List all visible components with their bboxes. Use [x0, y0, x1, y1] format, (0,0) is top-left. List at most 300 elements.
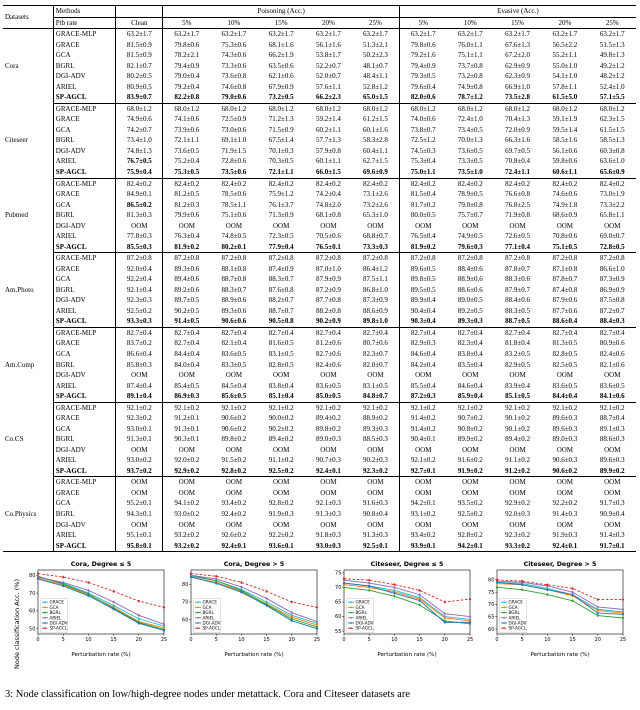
acc-cell: OOM: [225, 478, 243, 487]
acc-cell: OOM: [163, 221, 210, 232]
acc-cell: 89.4±0.6: [163, 274, 210, 285]
acc-cell: 87.2±0.8: [599, 254, 625, 263]
acc-cell: 73.0±1.9: [599, 190, 625, 199]
acc-cell: 72.6±0.5: [505, 232, 530, 241]
legend-label: BGRL: [508, 610, 520, 616]
acc-cell: 62.7±1.5: [363, 157, 388, 166]
acc-cell: 73.6±0.5: [457, 146, 483, 155]
acc-cell: 70.5±0.6: [316, 232, 341, 241]
acc-cell: 87.2±0.8: [505, 254, 530, 263]
data-point: [469, 621, 471, 623]
acc-cell: 83.7±0.2: [116, 338, 163, 349]
data-point: [597, 599, 599, 601]
acc-cell: 73.9±0.6: [163, 125, 210, 136]
acc-cell: OOM: [509, 221, 526, 230]
method-label: DGI-ADV: [53, 370, 115, 381]
acc-cell: 92.3±0.2: [352, 466, 399, 477]
x-axis-label: Perturbation rate (%): [530, 652, 590, 659]
acc-cell: OOM: [163, 370, 210, 381]
method-label: ARIEL: [53, 156, 115, 167]
acc-cell: 92.4±0.1: [210, 541, 257, 552]
acc-cell: OOM: [604, 478, 621, 487]
table-row: [3, 541, 636, 552]
acc-cell: 90.8±0.4: [363, 509, 388, 518]
table-row: [3, 381, 636, 392]
acc-cell: 83.3±0.5: [221, 360, 247, 369]
acc-cell: 79.0±0.6: [210, 92, 257, 103]
acc-cell: 93.5±0.2: [457, 499, 483, 508]
data-point: [62, 576, 64, 578]
acc-cell: 92.1±0.2: [399, 455, 446, 466]
legend-label: BGRL: [355, 610, 367, 616]
data-point: [419, 600, 421, 602]
acc-cell: 82.4±0.2: [363, 179, 388, 188]
acc-cell: 87.1±0.8: [552, 264, 578, 273]
y-tick-label: 80: [29, 573, 36, 580]
acc-cell: 77.9±0.4: [258, 242, 305, 253]
acc-cell: 83.2±0.5: [505, 350, 530, 358]
acc-cell: 73.5±0.6: [210, 167, 257, 178]
acc-cell: 91.3±0.3: [363, 531, 388, 540]
col-header-ptb-rate: Ptb rate: [53, 17, 115, 29]
acc-cell: 74.9±1.8: [552, 200, 578, 209]
method-label: ARIEL: [53, 455, 115, 466]
acc-cell: 85.9±0.4: [447, 391, 494, 402]
acc-cell: 75.1±1.1: [457, 51, 483, 60]
data-point: [546, 589, 548, 591]
method-label: BGRL: [53, 434, 115, 445]
table-row: [3, 178, 636, 189]
acc-cell: OOM: [116, 370, 163, 381]
acc-cell: 69.7±0.5: [505, 146, 530, 155]
acc-cell: 74.9±0.6: [116, 114, 163, 125]
acc-cell: 81.3±0.5: [552, 339, 578, 348]
acc-cell: OOM: [320, 478, 337, 487]
acc-cell: 72.5±0.9: [221, 115, 247, 124]
legend-marker: [503, 601, 505, 603]
acc-cell: 74.9±0.5: [457, 232, 483, 241]
legend-marker: [503, 612, 505, 614]
acc-cell: 86.8±1.0: [363, 285, 388, 294]
acc-cell: 87.2±0.8: [163, 253, 210, 264]
acc-cell: 52.0±0.7: [316, 72, 341, 81]
acc-cell: OOM: [509, 478, 526, 487]
acc-cell: 80.7±0.6: [363, 339, 388, 348]
data-point: [496, 579, 498, 581]
chart-title: Citeseer, Degree > 5: [523, 561, 597, 569]
legend-marker: [197, 617, 199, 619]
data-point: [469, 598, 471, 600]
table-row: [3, 306, 636, 317]
legend-label: ARIEL: [49, 615, 62, 621]
acc-cell: 89.1±0.4: [116, 391, 163, 402]
acc-cell: 91.4±0.2: [399, 413, 446, 424]
x-tick-label: 20: [594, 637, 601, 644]
method-label: GCA: [53, 349, 115, 360]
data-point: [546, 594, 548, 596]
acc-cell: 79.2±0.4: [163, 82, 210, 93]
x-tick-label: 5: [214, 637, 218, 644]
table-row: [3, 103, 636, 114]
col-header-methods: Methods: [53, 6, 115, 18]
acc-cell: 93.0±0.3: [305, 541, 352, 552]
acc-cell: 70.1±0.3: [268, 146, 294, 155]
line-chart: [21, 559, 168, 658]
acc-cell: 65.6±0.9: [589, 167, 637, 178]
acc-cell: 75.1±0.6: [221, 211, 247, 220]
acc-cell: 91.8±0.3: [316, 531, 341, 540]
dataset-label: Am.Comp: [5, 360, 35, 369]
acc-cell: 87.8±0.7: [505, 264, 530, 273]
acc-cell: 89.5±0.5: [399, 285, 446, 296]
data-point: [343, 582, 345, 584]
acc-cell: 89.6±0.5: [399, 264, 446, 275]
acc-cell: 73.7±0.8: [457, 61, 483, 70]
acc-cell: 60.2±1.1: [316, 125, 341, 134]
data-point: [546, 584, 548, 586]
degree-figure: [13, 559, 637, 669]
acc-cell: 92.1±0.2: [268, 403, 294, 412]
y-tick-label: 60: [335, 614, 342, 621]
acc-cell: OOM: [320, 445, 337, 454]
table-row: [3, 167, 636, 178]
acc-cell: 91.2±0.2: [494, 466, 541, 477]
acc-cell: 92.5±0.2: [116, 306, 163, 317]
method-label: BGRL: [53, 509, 115, 520]
table-row: [3, 370, 636, 381]
acc-cell: 57.7±1.3: [316, 136, 341, 145]
x-tick-label: 10: [85, 637, 92, 644]
acc-cell: 93.0±0.2: [116, 455, 163, 466]
acc-cell: 65.3±1.0: [363, 211, 388, 220]
acc-cell: 82.4±0.6: [316, 360, 341, 369]
data-point: [521, 589, 523, 591]
legend-marker: [503, 627, 505, 629]
acc-cell: 92.9±0.2: [163, 466, 210, 477]
col-header-rate: 15%: [258, 17, 305, 29]
acc-cell: 68.6±0.9: [552, 211, 578, 220]
x-tick-label: 15: [569, 637, 576, 644]
acc-cell: 90.3±0.4: [399, 316, 446, 327]
acc-cell: 81.5±0.9: [116, 40, 163, 51]
acc-cell: 92.3±0.2: [505, 531, 530, 540]
acc-cell: 63.2±1.7: [163, 29, 210, 40]
acc-cell: 81.8±0.4: [505, 339, 530, 348]
acc-cell: 71.2±1.3: [268, 115, 294, 124]
data-point: [215, 582, 217, 584]
acc-cell: OOM: [116, 477, 163, 488]
acc-cell: OOM: [604, 520, 621, 529]
x-tick-label: 10: [238, 637, 245, 644]
method-label: GRACE: [53, 338, 115, 349]
acc-cell: 89.1±0.3: [599, 424, 625, 433]
acc-cell: 87.3±0.9: [363, 296, 388, 305]
data-point: [444, 601, 446, 603]
acc-cell: 93.7±0.2: [116, 466, 163, 477]
acc-cell: 92.1±0.2: [505, 403, 530, 412]
data-point: [163, 629, 165, 631]
acc-cell: 75.3±0.4: [399, 156, 446, 167]
acc-cell: 85.0±0.5: [305, 391, 352, 402]
acc-cell: 82.4±0.2: [552, 179, 578, 188]
y-tick-label: 75: [335, 570, 342, 577]
acc-cell: 87.2±0.8: [316, 254, 341, 263]
acc-cell: 75.7±0.7: [457, 211, 483, 220]
acc-cell: OOM: [556, 520, 574, 529]
acc-cell: 62.9±0.9: [505, 61, 530, 70]
data-point: [393, 586, 395, 588]
acc-cell: 48.1±0.7: [363, 61, 388, 70]
acc-cell: 56.5±2.2: [552, 40, 578, 49]
acc-cell: 92.3±0.2: [116, 413, 163, 424]
legend-label: DGI-ADV: [202, 620, 221, 626]
data-point: [291, 612, 293, 614]
table-row: [3, 274, 636, 285]
acc-cell: 90.9±0.4: [599, 509, 625, 518]
data-point: [113, 590, 115, 592]
acc-cell: 79.6±0.4: [399, 82, 446, 93]
acc-cell: 68.0±1.2: [316, 104, 341, 113]
table-row: [3, 520, 636, 531]
method-label: GRACE-MLP: [53, 327, 115, 338]
method-label: GRACE-MLP: [53, 178, 115, 189]
acc-cell: OOM: [399, 488, 446, 499]
chart-title: Citeseer, Degree ≤ 5: [370, 561, 444, 569]
acc-cell: 61.5±1.5: [599, 125, 625, 134]
table-row: [3, 445, 636, 456]
acc-cell: 89.2±0.6: [163, 285, 210, 296]
acc-cell: 66.2±1.9: [268, 51, 294, 60]
acc-cell: 90.2±0.2: [268, 424, 294, 433]
data-point: [419, 604, 421, 606]
table-row: [3, 530, 636, 541]
acc-cell: 72.8±0.6: [221, 157, 247, 166]
acc-cell: 90.4±0.4: [399, 306, 446, 317]
acc-cell: 91.9±0.3: [268, 509, 294, 518]
acc-cell: 73.5±1.0: [447, 167, 494, 178]
data-point: [62, 585, 64, 587]
acc-cell: 91.1±0.2: [505, 456, 530, 465]
acc-cell: 82.7±0.4: [116, 327, 163, 338]
acc-cell: 69.0±0.7: [599, 232, 625, 241]
acc-cell: OOM: [462, 520, 479, 529]
acc-cell: 85.4±0.5: [163, 381, 210, 392]
table-row: [3, 477, 636, 488]
acc-cell: 82.1±0.6: [599, 360, 625, 369]
acc-cell: 89.3±0.3: [447, 316, 494, 327]
acc-cell: 90.3±0.1: [163, 434, 210, 445]
acc-cell: 79.0±0.8: [457, 200, 483, 209]
acc-cell: OOM: [604, 221, 621, 230]
acc-cell: 89.4±0.2: [316, 414, 341, 423]
acc-cell: 65.8±1.1: [599, 211, 625, 220]
method-label: GRACE-MLP: [53, 103, 115, 114]
col-header-rate: 5%: [163, 17, 210, 29]
data-point: [521, 580, 523, 582]
acc-cell: 89.0±0.3: [552, 435, 578, 444]
charts-row: [21, 559, 627, 669]
acc-cell: 88.6±0.6: [457, 285, 483, 294]
acc-cell: 63.6±1.0: [599, 157, 625, 166]
legend-label: GRACE: [49, 599, 64, 605]
acc-cell: 90.2±0.5: [163, 306, 210, 317]
acc-cell: 92.1±0.2: [552, 403, 578, 412]
method-label: GCA: [53, 200, 115, 211]
line-chart: [327, 559, 474, 658]
acc-cell: 83.6±0.5: [221, 350, 247, 358]
acc-cell: 90.6±0.2: [221, 424, 247, 433]
acc-cell: OOM: [556, 478, 574, 487]
acc-cell: 81.6±0.5: [268, 339, 294, 348]
acc-cell: 90.1±0.2: [505, 424, 530, 433]
acc-cell: 82.0±0.7: [363, 360, 388, 369]
acc-cell: 93.4±0.2: [399, 530, 446, 541]
acc-cell: 72.4±1.1: [494, 167, 541, 178]
acc-cell: 63.2±1.7: [399, 29, 446, 40]
data-point: [113, 601, 115, 603]
acc-cell: 85.1±0.5: [494, 391, 541, 402]
acc-cell: 82.8±0.5: [268, 360, 294, 369]
acc-cell: 82.4±0.2: [221, 179, 247, 188]
acc-cell: 89.6±0.3: [552, 414, 578, 423]
acc-cell: 62.3±1.5: [599, 115, 625, 124]
acc-cell: OOM: [462, 445, 479, 454]
acc-cell: 63.5±0.6: [268, 61, 294, 70]
x-tick-label: 0: [36, 637, 40, 644]
acc-cell: 69.1±1.0: [221, 136, 247, 145]
acc-cell: 92.5±0.1: [352, 541, 399, 552]
acc-cell: 84.1±0.6: [589, 391, 637, 402]
method-label: SP-AGCL: [53, 92, 115, 103]
acc-cell: 81.3±0.3: [116, 210, 163, 221]
acc-cell: OOM: [163, 520, 210, 531]
x-tick-label: 10: [391, 637, 398, 644]
acc-cell: 82.3±0.4: [457, 339, 483, 348]
acc-cell: 85.8±0.3: [116, 360, 163, 371]
table-row: [3, 455, 636, 466]
acc-cell: 88.6±0.4: [541, 316, 588, 327]
acc-cell: 88.3±0.6: [505, 275, 530, 284]
acc-cell: 51.5±1.3: [599, 40, 625, 49]
data-point: [572, 594, 574, 596]
legend-label: GRACE: [355, 599, 370, 605]
acc-cell: OOM: [320, 221, 337, 230]
acc-cell: 92.6±0.2: [221, 531, 247, 540]
acc-cell: 89.9±0.2: [457, 435, 483, 444]
table-row: [3, 114, 636, 125]
acc-cell: 76.5±0.4: [399, 231, 446, 242]
method-label: GRACE: [53, 488, 115, 499]
acc-cell: 91.1±0.2: [268, 456, 294, 465]
acc-cell: 92.3±0.3: [116, 295, 163, 306]
data-point: [393, 584, 395, 586]
data-point: [163, 606, 165, 608]
acc-cell: 80.0±0.5: [399, 210, 446, 221]
legend-marker: [350, 601, 352, 603]
acc-cell: OOM: [604, 445, 621, 454]
x-tick-label: 10: [544, 637, 551, 644]
acc-cell: 75.9±0.4: [116, 167, 163, 178]
method-label: SP-AGCL: [53, 541, 115, 552]
acc-cell: 58.5±1.3: [599, 136, 625, 145]
acc-cell: 87.8±0.7: [552, 275, 578, 284]
legend-label: SP-AGCL: [49, 625, 68, 631]
acc-cell: 95.2±0.1: [116, 498, 163, 509]
acc-cell: OOM: [604, 488, 621, 497]
acc-cell: 60.1±1.6: [363, 125, 388, 134]
acc-cell: 79.4±0.9: [163, 61, 210, 72]
acc-cell: 83.1±0.5: [268, 350, 294, 358]
legend-marker: [44, 617, 46, 619]
acc-cell: 91.4±0.5: [163, 316, 210, 327]
y-tick-label: 50: [29, 626, 36, 633]
x-tick-label: 25: [160, 637, 168, 644]
x-tick-label: 25: [619, 637, 627, 644]
acc-cell: OOM: [163, 488, 210, 499]
acc-cell: OOM: [116, 221, 163, 232]
method-label: SP-AGCL: [53, 167, 115, 178]
acc-cell: OOM: [399, 477, 446, 488]
acc-cell: 90.1±0.2: [505, 414, 530, 423]
acc-cell: 68.0±1.2: [505, 104, 530, 113]
acc-cell: 60.4±1.1: [363, 146, 388, 155]
acc-cell: 59.1±1.9: [552, 115, 578, 124]
acc-cell: 88.7±0.5: [494, 316, 541, 327]
acc-cell: 93.4±0.2: [221, 499, 247, 508]
acc-cell: 74.0±0.6: [399, 114, 446, 125]
acc-cell: 81.2±0.6: [316, 339, 341, 348]
x-tick-label: 0: [189, 637, 193, 644]
method-label: BGRL: [53, 360, 115, 371]
method-label: SP-AGCL: [53, 466, 115, 477]
data-point: [597, 606, 599, 608]
acc-cell: 72.5±1.2: [399, 135, 446, 146]
acc-cell: 52.4±1.0: [599, 82, 625, 91]
acc-cell: 94.3±0.1: [116, 509, 163, 520]
acc-cell: 87.9±0.9: [316, 275, 341, 284]
acc-cell: 55.0±1.0: [552, 61, 578, 70]
acc-cell: 65.0±1.5: [352, 92, 399, 103]
acc-cell: 93.3±0.2: [494, 541, 541, 552]
y-tick-label: 70: [488, 602, 495, 609]
acc-cell: 68.8±0.7: [363, 232, 388, 241]
table-row: [3, 413, 636, 424]
acc-cell: OOM: [462, 478, 479, 487]
acc-cell: 70.4±1.3: [505, 115, 530, 124]
acc-cell: OOM: [163, 477, 210, 488]
acc-cell: 88.7±0.4: [599, 414, 625, 423]
acc-cell: 93.6±0.1: [258, 541, 305, 552]
legend-marker: [44, 607, 46, 609]
col-header-rate: 5%: [399, 17, 446, 29]
table-row: [3, 424, 636, 435]
acc-cell: 67.2±2.0: [505, 51, 530, 60]
acc-cell: 70.0±1.3: [457, 136, 483, 145]
acc-cell: 91.3±0.1: [163, 424, 210, 435]
acc-cell: 93.2±0.2: [163, 541, 210, 552]
acc-cell: 88.3±0.7: [221, 285, 247, 294]
paper-page: [3, 5, 637, 700]
acc-cell: 82.7±0.4: [316, 328, 341, 337]
acc-cell: 88.4±0.3: [589, 316, 637, 327]
method-label: GRACE: [53, 413, 115, 424]
acc-cell: 87.2±0.8: [399, 253, 446, 264]
table-row: [3, 285, 636, 296]
acc-cell: 82.7±0.4: [505, 328, 530, 337]
acc-cell: 89.6±0.3: [552, 424, 578, 433]
acc-cell: 82.9±0.3: [399, 338, 446, 349]
acc-cell: 88.7±0.7: [268, 306, 294, 315]
